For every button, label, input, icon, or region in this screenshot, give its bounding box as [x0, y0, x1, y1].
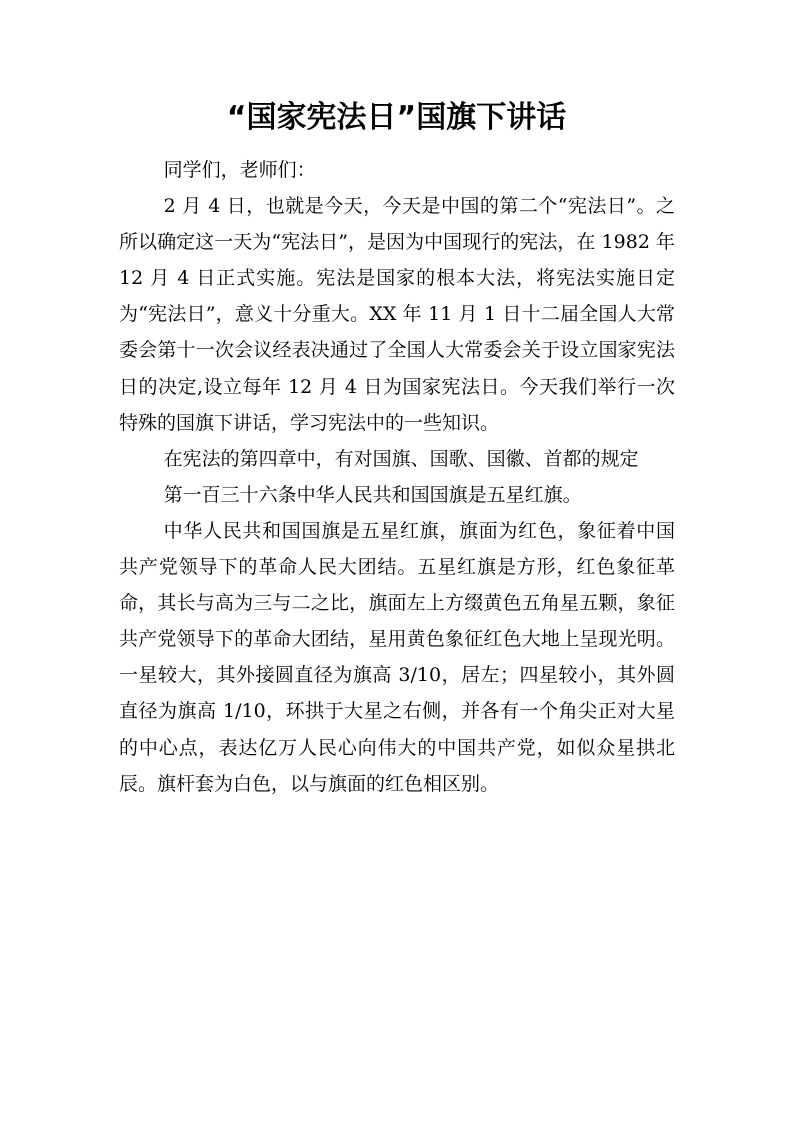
- paragraph-article-136: 第一百三十六条中华人民共和国国旗是五星红旗。: [163, 483, 582, 506]
- paragraph-flag-description: 中华人民共和国国旗是五星红旗，旗面为红色，象征着中国共产党领导下的革命人民大团结。五星红旗是方形，红色象征革命，其长与高为三与二之比，旗面左上方缀黄色五角星五颗，象征共产党领导下的革命大团结，星用黄色象征红色大地上呈现光明。一星较大，其外接圆直径为旗高 3/10，居左；四星较小，其外圆直径为旗高 1/10，环拱于大星之右侧，并各有一个角尖正对大星的中心点，表达亿万人民心向伟大的中国共产党，如似众星拱北辰。旗杆套为白色，以与旗面的红色相区别。: [119, 519, 675, 795]
- document-body: [119, 152, 675, 802]
- paragraph-chapter-four: 在宪法的第四章中，有对国旗、国歌、国徽、首都的规定: [163, 447, 639, 470]
- document-title: “国家宪法日”国旗下讲话: [226, 100, 567, 135]
- paragraph-greeting: 同学们，老师们：: [163, 159, 316, 181]
- paragraph-constitution-day: 2 月 4 日，也就是今天，今天是中国的第二个“宪法日”。之所以确定这一天为“宪法日”，是因为中国现行的宪法，在 1982 年 12 月 4 日正式实施。宪法是国家的根本大法，将宪法实施日定为“宪法日”，意义十分重大。XX 年 11 月 1 日十二届全国人大常委会第十一次会议经表决通过了全国人大常委会关于设立国家宪法日的决定,设立每年 12 月 4 日为国家宪法日。今天我们举行一次特殊的国旗下讲话，学习宪法中的一些知识。: [119, 195, 675, 434]
